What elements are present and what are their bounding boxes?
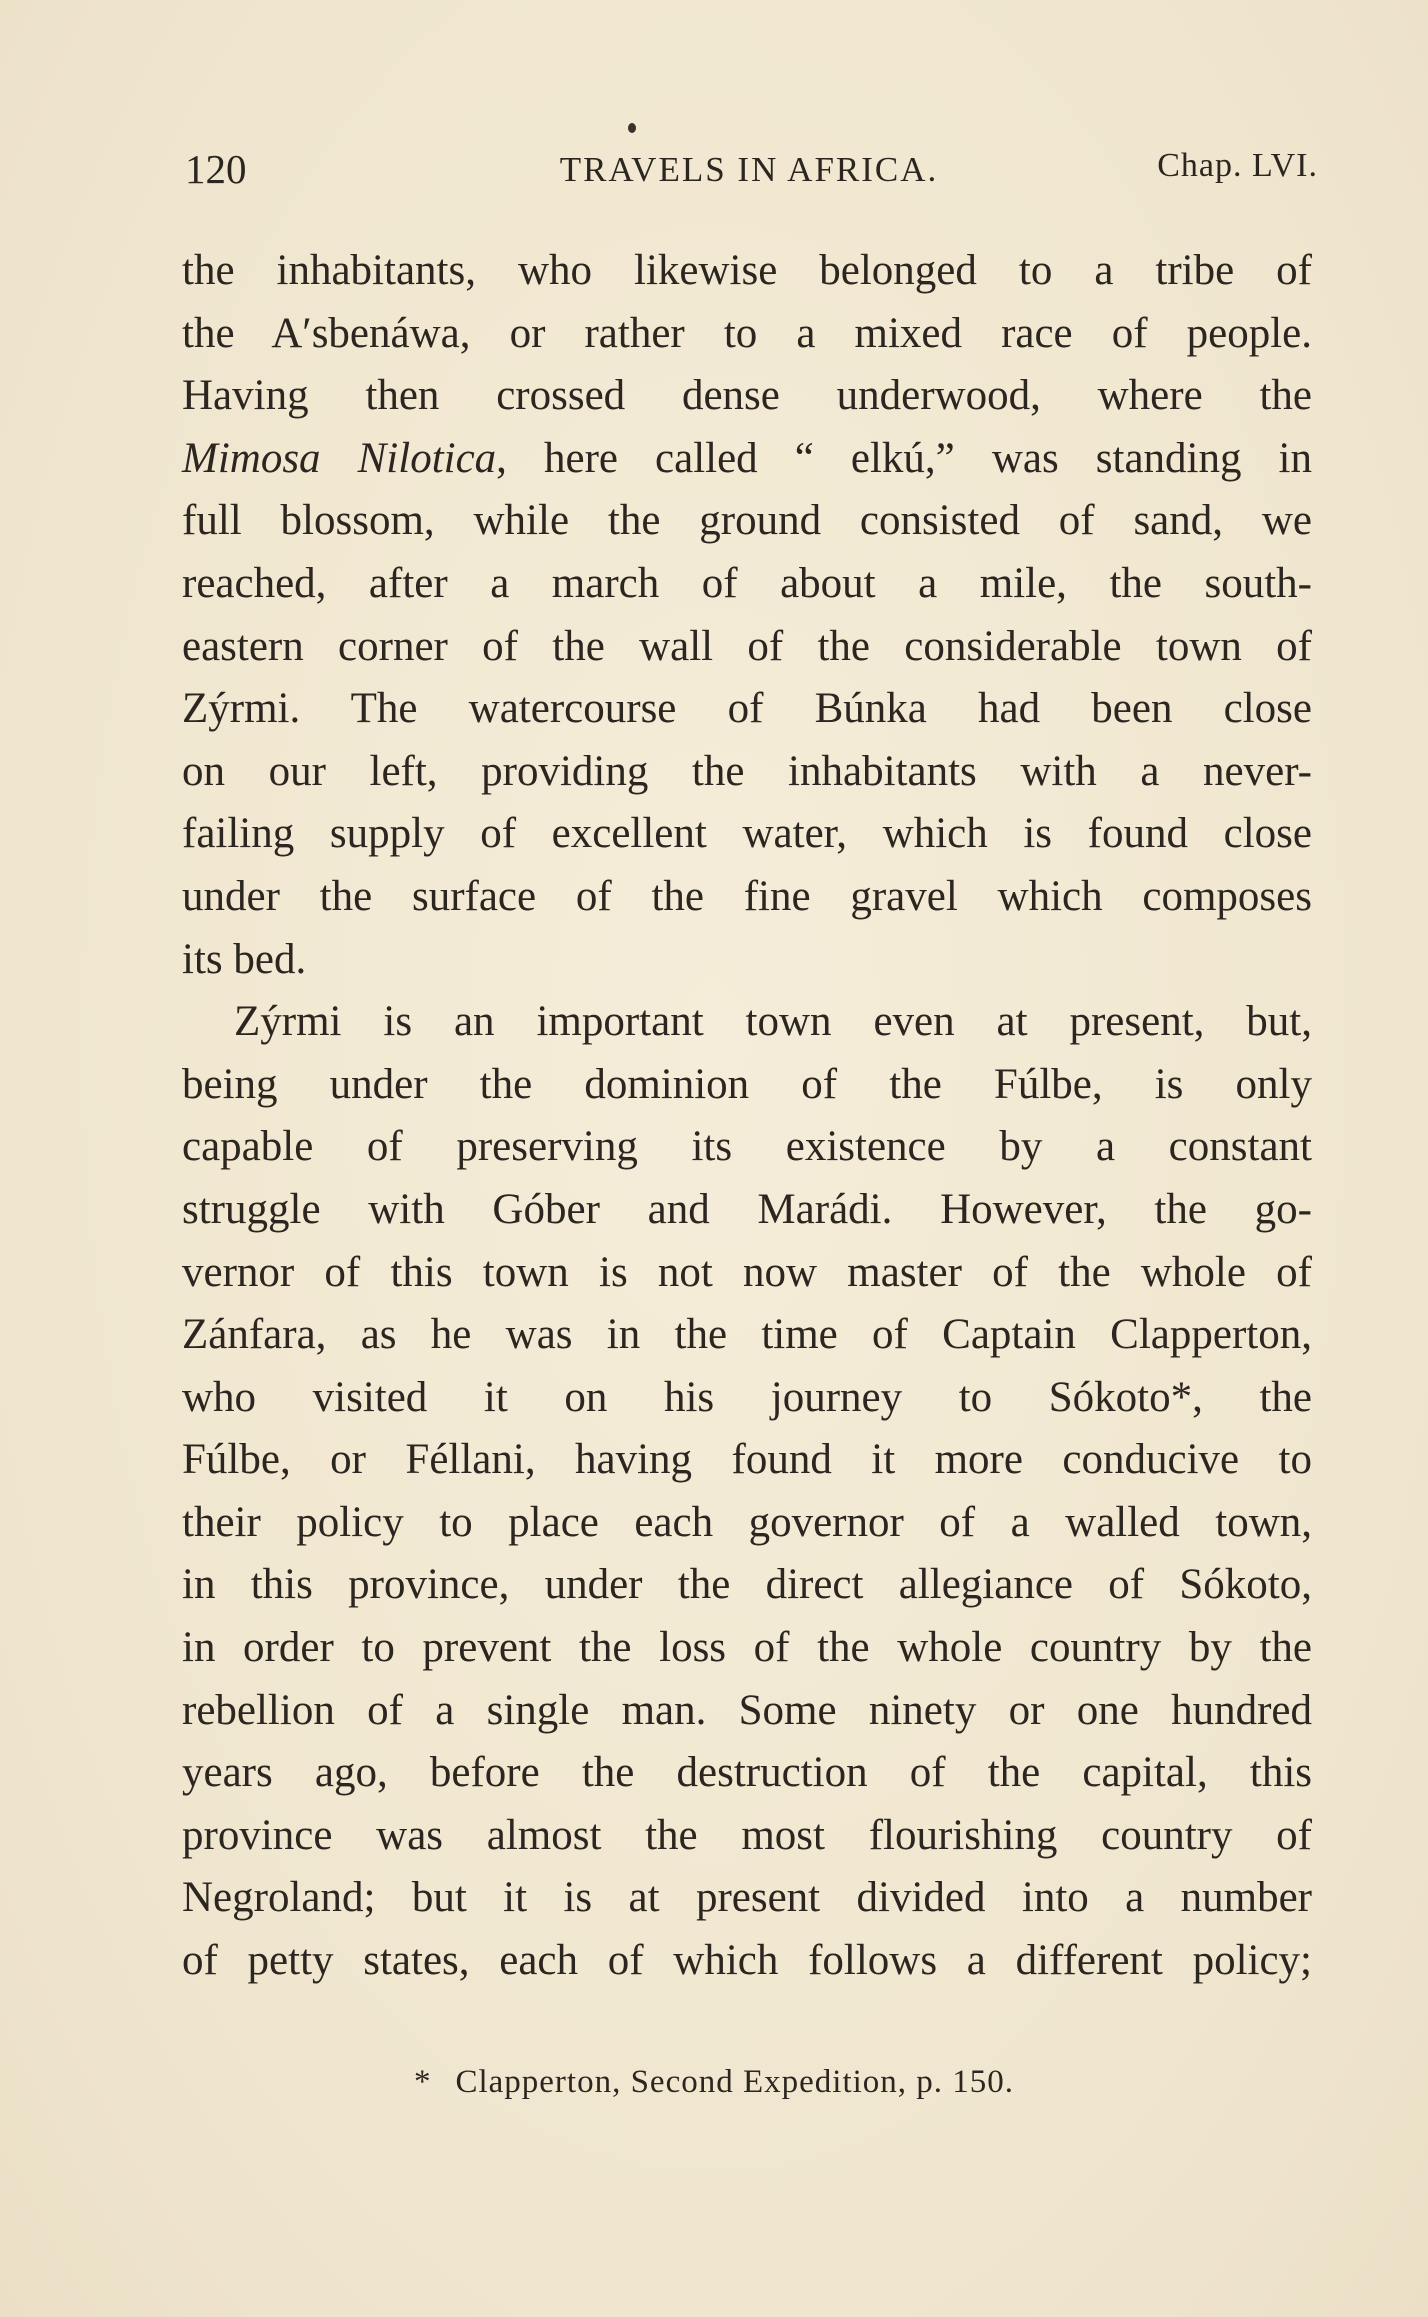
paragraph-start-line: Zýrmi is an important town even at present, but, [234, 998, 1312, 1046]
text-line: the A′sbenáwa, or rather to a mixed race of people. [182, 309, 1312, 357]
text-line: Having then crossed dense underwood, where the [182, 372, 1312, 420]
text-line: province was almost the most flourishing country of [182, 1811, 1312, 1859]
text-line: reached, after a march of about a mile, the south- [182, 559, 1312, 607]
paragraph-end-line: its bed. [182, 935, 307, 983]
text-line: Zánfara, as he was in the time of Captain Clapperton, [182, 1311, 1312, 1359]
text-line: in this province, under the direct allegiance of Sókoto, [182, 1561, 1312, 1609]
text-line: their policy to place each governor of a walled town, [182, 1498, 1312, 1546]
text-line: Zýrmi. The watercourse of Búnka had been close [182, 685, 1312, 733]
text-line: on our left, providing the inhabitants with a never- [182, 747, 1312, 795]
text-line: years ago, before the destruction of the capital, this [182, 1749, 1312, 1797]
chapter-label: Chap. LVI. [1157, 147, 1318, 184]
text-line: Fúlbe, or Féllani, having found it more conducive to [182, 1436, 1312, 1484]
text-line: full blossom, while the ground consisted of sand, we [182, 497, 1312, 545]
italic-species-name: Mimosa Nilotica [182, 434, 497, 482]
footnote [0, 2064, 1428, 2101]
ink-speck [628, 123, 636, 133]
text-line-italic-start: Mimosa Nilotica, here called “ elkú,” was standing in [182, 434, 1312, 482]
text-line: being under the dominion of the Fúlbe, is only [182, 1060, 1312, 1108]
running-head [180, 145, 1318, 195]
text-line: of petty states, each of which follows a different policy; [182, 1937, 1312, 1985]
text-line: in order to prevent the loss of the whole country by the [182, 1624, 1312, 1672]
text-line: failing supply of excellent water, which is found close [182, 810, 1312, 858]
text-line: rebellion of a single man. Some ninety or one hundred [182, 1686, 1312, 1734]
text-line: the inhabitants, who likewise belonged to a tribe of [182, 247, 1312, 294]
page-number: 120 [185, 146, 247, 192]
body-text [182, 240, 1312, 1993]
footnote-marker: * [413, 2064, 432, 2100]
text-line: under the surface of the fine gravel which composes [182, 872, 1312, 920]
text-line: Negroland; but it is at present divided into a number [182, 1874, 1312, 1922]
text-line: eastern corner of the wall of the considerable town of [182, 622, 1312, 670]
running-title: TRAVELS IN AFRICA. [559, 150, 939, 189]
text-line-footnote-ref: who visited it on his journey to Sókoto*, the [182, 1373, 1312, 1421]
text-line: vernor of this town is not now master of the whole of [182, 1248, 1312, 1296]
text-line: struggle with Góber and Marádi. However, the go- [182, 1185, 1312, 1233]
footnote-text: Clapperton, Second Expedition, p. 150. [455, 2064, 1015, 2100]
text-line: capable of preserving its existence by a constant [182, 1123, 1312, 1171]
